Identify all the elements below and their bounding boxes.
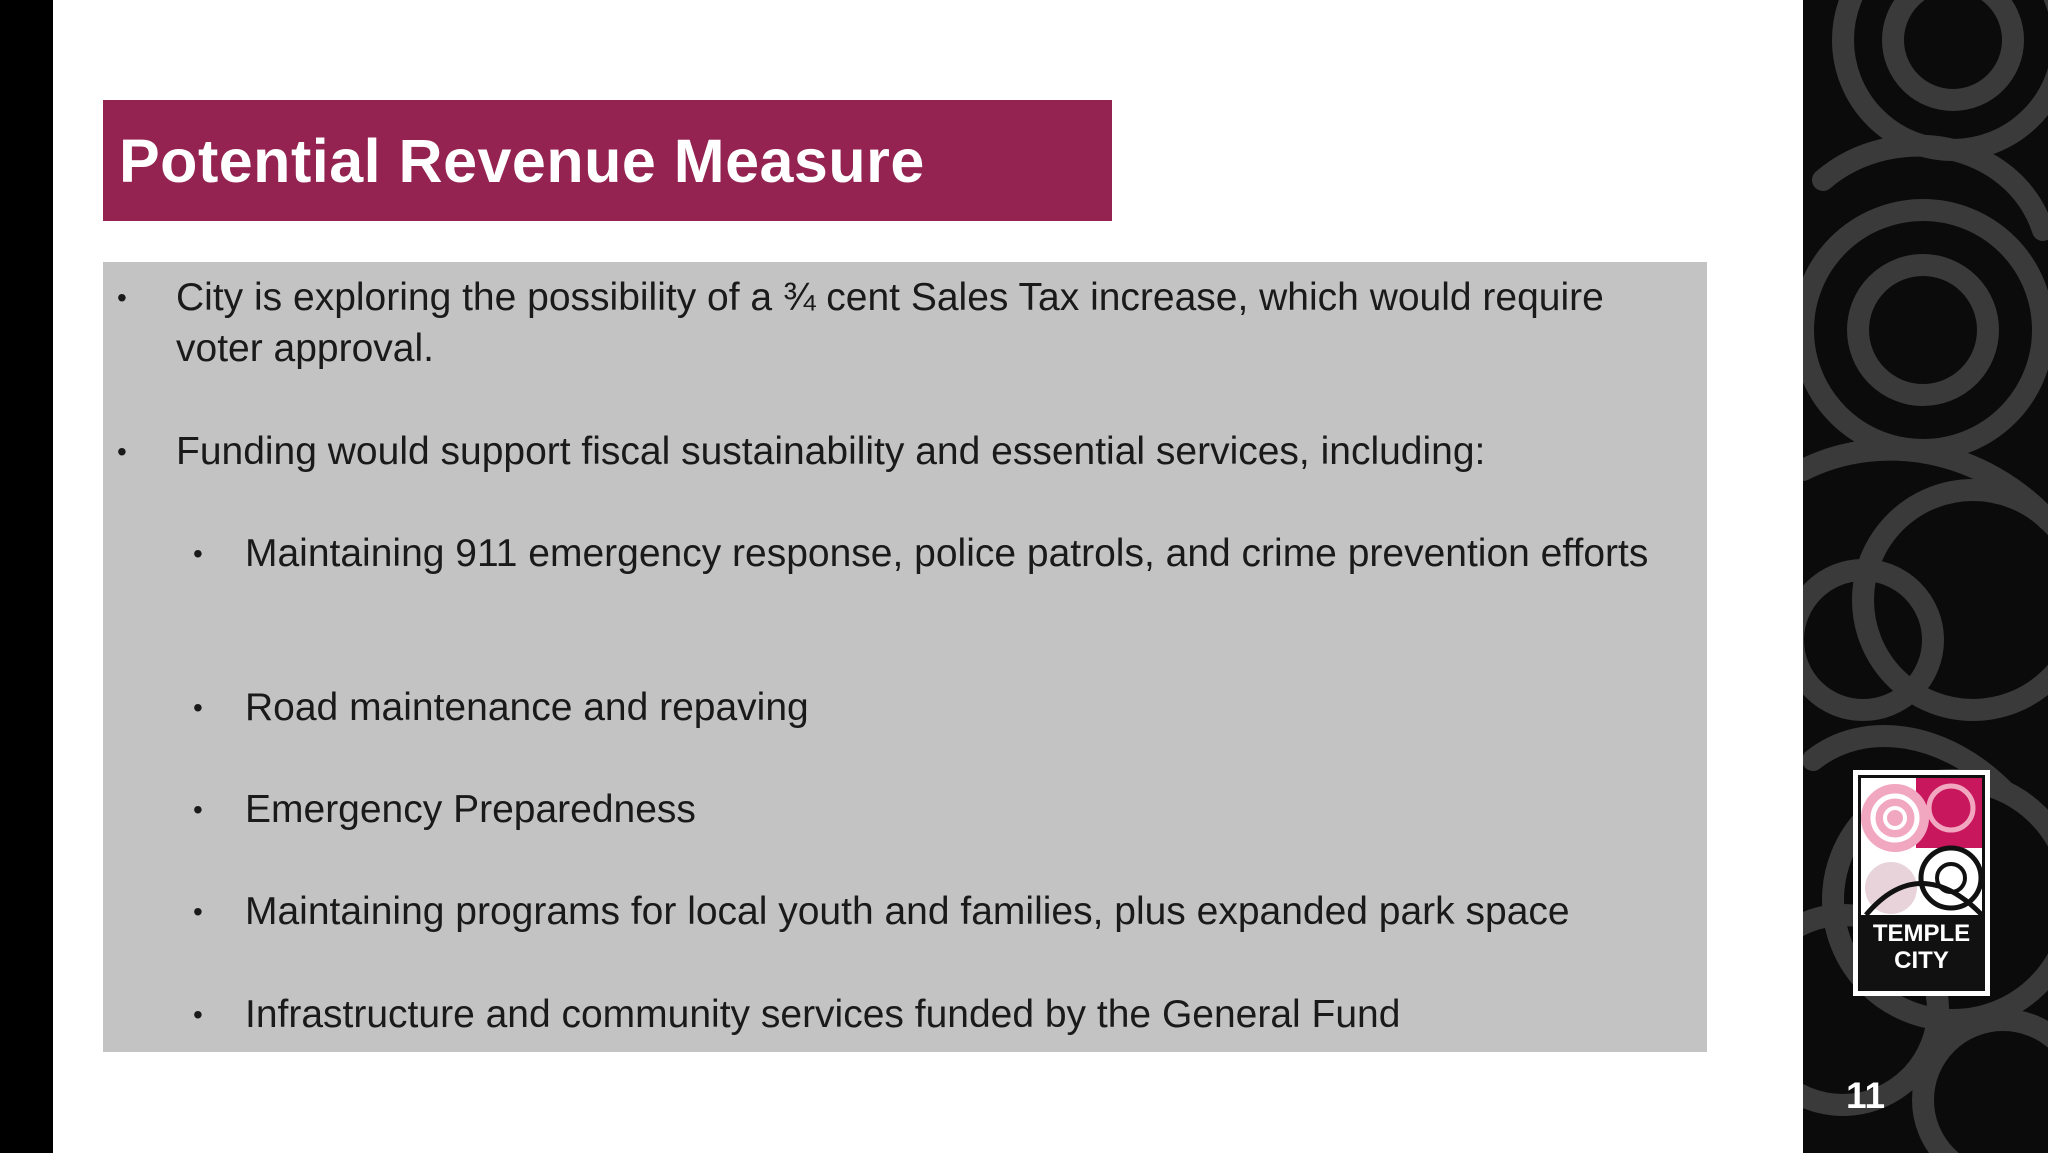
bullet-item <box>117 272 1676 374</box>
bullet-text: Emergency Preparedness <box>245 788 696 831</box>
bullet-dot-icon: • <box>117 282 127 313</box>
bullet-item <box>117 426 1676 477</box>
bullet-text: City is exploring the possibility of a ¾ cent Sales Tax increase, which would require voter approval. <box>176 276 1604 370</box>
bullet-text: Funding would support fiscal sustainability and essential services, including: <box>176 430 1486 473</box>
slide <box>53 0 1803 1153</box>
slide-title: Potential Revenue Measure <box>119 126 925 195</box>
bullet-dot-icon: • <box>193 794 203 825</box>
bullet-text: Road maintenance and repaving <box>245 686 809 729</box>
bullet-dot-icon: • <box>193 999 203 1030</box>
bullet-text: Infrastructure and community services funded by the General Fund <box>245 993 1401 1036</box>
sub-bullet-item <box>193 989 1695 1040</box>
bullet-dot-icon: • <box>193 538 203 569</box>
slide-page-number: 11 <box>1846 1075 1886 1116</box>
bullet-dot-icon: • <box>117 436 127 467</box>
logo-line-2: CITY <box>1894 947 1949 974</box>
decorative-side-panel <box>1803 0 2048 1153</box>
logo-line-1: TEMPLE <box>1872 920 1971 947</box>
bullet-content-box <box>103 262 1707 1052</box>
slide-title-bar <box>103 100 1112 221</box>
bullet-text: Maintaining programs for local youth and families, plus expanded park space <box>245 890 1570 933</box>
bullet-dot-icon: • <box>193 896 203 927</box>
sub-bullet-item <box>193 528 1695 579</box>
sub-bullet-item <box>193 682 1695 733</box>
sub-bullet-item <box>193 784 1695 835</box>
swirl-pattern-icon <box>1803 0 2048 1153</box>
sub-bullet-item <box>193 886 1695 937</box>
bullet-dot-icon: • <box>193 692 203 723</box>
bullet-text: Maintaining 911 emergency response, police patrols, and crime prevention efforts <box>245 532 1649 575</box>
